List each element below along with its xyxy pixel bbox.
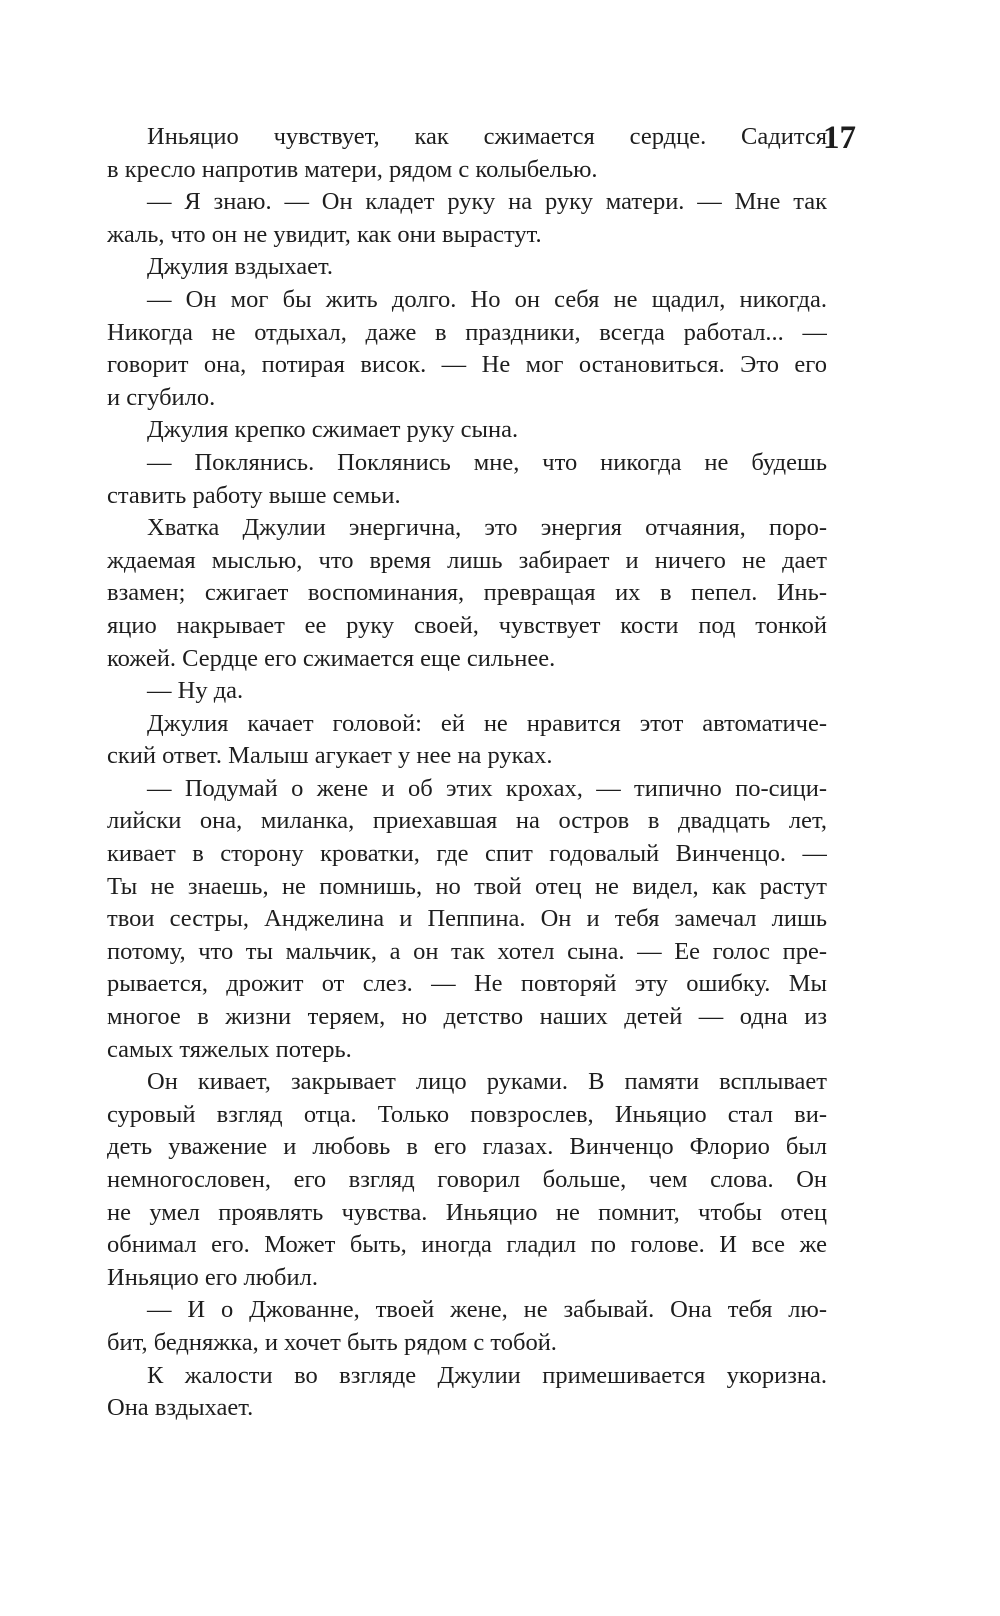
text-line: — Я знаю. — Он кладет руку на руку матери. — Мне так [147,188,827,216]
text-line: Иньяцио чувствует, как сжимается сердце. Садится [147,123,827,150]
text-line: самых тяжелых потерь. [107,1035,352,1063]
text-line: — Подумай о жене и об этих крохах, — типично по-сици- [147,774,827,802]
text-line: ставить работу выше семьи. [107,481,401,509]
text-line: немногословен, его взгляд говорил больше, чем слова. Он [107,1166,827,1193]
text-line: рывается, дрожит от слез. — Не повторяй эту ошибку. Мы [107,970,827,998]
text-line: ский ответ. Малыш агукает у нее на руках. [107,742,553,770]
text-line: Она вздыхает. [107,1394,254,1422]
text-line: — Поклянись. Поклянись мне, что никогда не будешь [147,448,827,476]
text-line: Иньяцио его любил. [107,1263,318,1291]
text-line: не умел проявлять чувства. Иньяцио не помнит, чтобы отец [107,1198,827,1226]
text-line: жаль, что он не увидит, как они вырастут. [107,220,542,248]
text-line: Джулия крепко сжимает руку сына. [147,416,519,444]
text-line: и сгубило. [107,383,216,411]
text-line: Хватка Джулии энергична, это энергия отчаяния, поро- [147,514,827,542]
text-line: потому, что ты мальчик, а он так хотел сына. — Ее голос пре- [107,937,827,965]
text-line: Ты не знаешь, не помнишь, но твой отец не видел, как растут [107,872,827,900]
text-line: Он кивает, закрывает лицо руками. В памяти всплывает [147,1068,827,1096]
text-line: Джулия качает головой: ей не нравится этот автоматиче- [147,709,827,737]
text-line: Джулия вздыхает. [147,253,333,281]
text-line: лийски она, миланка, приехавшая на остров в двадцать лет, [107,807,827,835]
text-line: в кресло напротив матери, рядом с колыбелью. [107,155,598,183]
text-line: К жалости во взгляде Джулии примешивается укоризна. [147,1361,827,1389]
body-text [107,121,827,1425]
text-line: суровый взгляд отца. Только повзрослев, Иньяцио стал ви- [107,1100,827,1128]
page-number: 17 [823,120,856,156]
text-line: говорит она, потирая висок. — Не мог остановиться. Это его [107,351,827,379]
text-line: кожей. Сердце его сжимается еще сильнее. [107,644,556,672]
text-line: взамен; сжигает воспоминания, превращая их в пепел. Инь- [107,579,827,607]
text-line: твои сестры, Анджелина и Пеппина. Он и тебя замечал лишь [107,905,827,933]
text-line: — Ну да. [147,677,244,705]
text-line: — И о Джованне, твоей жене, не забывай. Она тебя лю- [147,1296,827,1324]
text-line: обнимал его. Может быть, иногда гладил по голове. И все же [107,1231,827,1259]
text-line: ждаемая мыслью, что время лишь забирает и ничего не дает [107,546,827,574]
text-line: — Он мог бы жить долго. Но он себя не щадил, никогда. [147,285,827,313]
text-line: многое в жизни теряем, но детство наших детей — одна из [107,1003,827,1031]
text-line: яцио накрывает ее руку своей, чувствует кости под тонкой [107,611,827,639]
text-line: Никогда не отдыхал, даже в праздники, всегда работал... — [107,318,827,346]
text-line: деть уважение и любовь в его глазах. Винченцо Флорио был [107,1133,827,1161]
text-line: кивает в сторону кроватки, где спит годовалый Винченцо. — [107,840,827,868]
text-line: бит, бедняжка, и хочет быть рядом с тобой. [107,1328,557,1356]
